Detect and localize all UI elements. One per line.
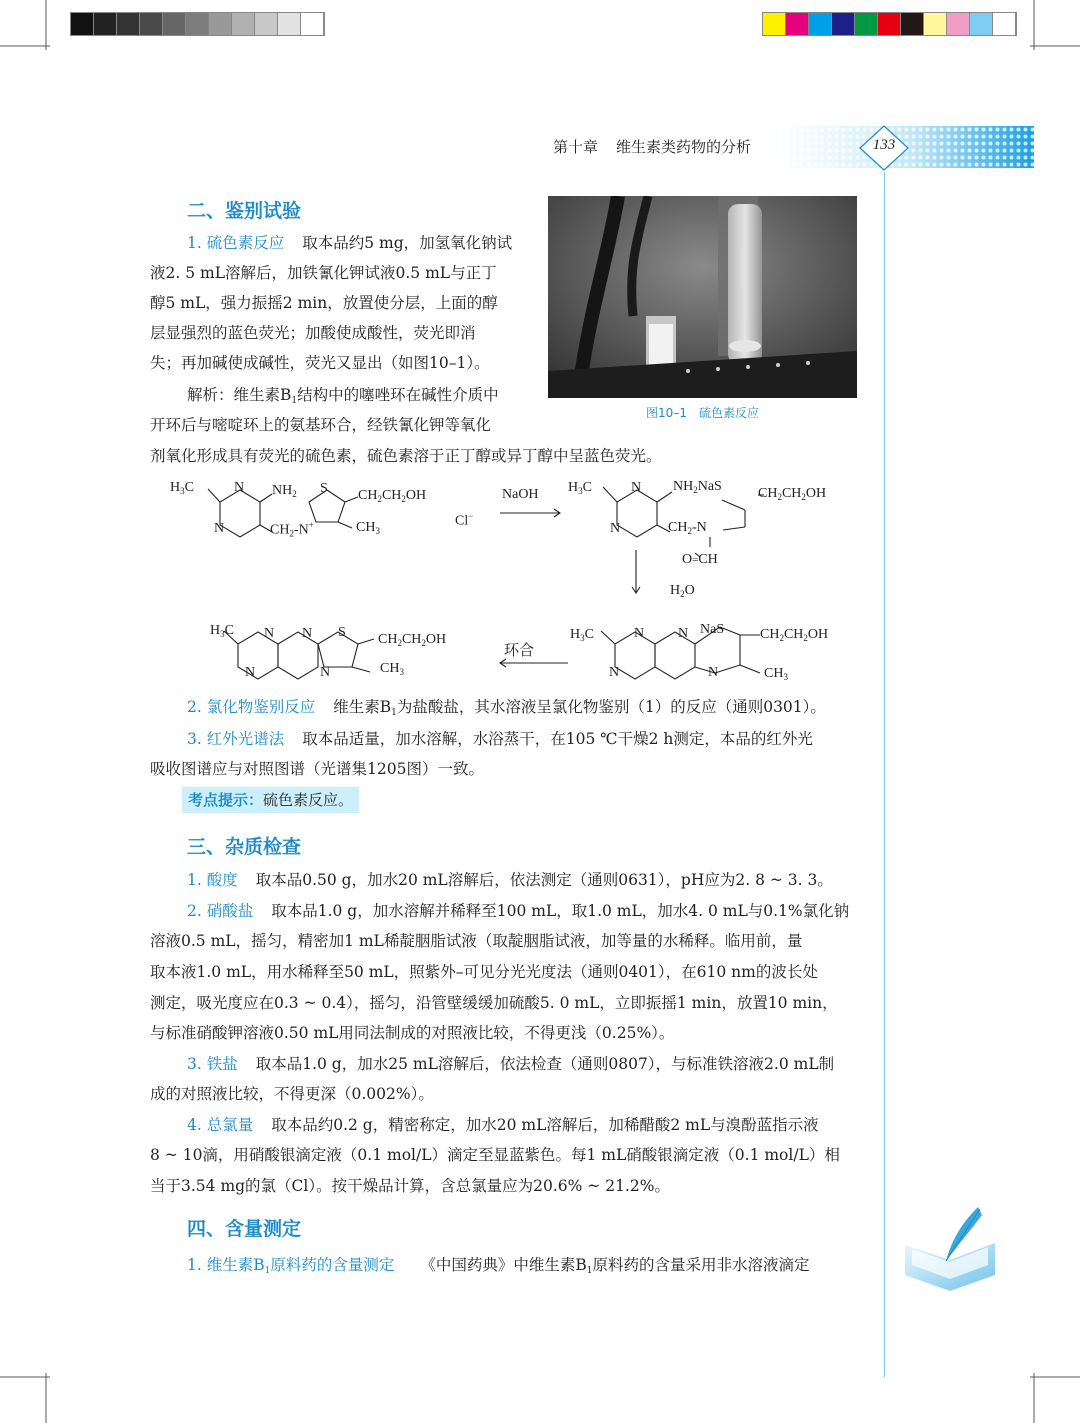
paragraph-line: 当于3.54 mg的氯（Cl）。按干燥品计算，含总氯量应为20.6% ~ 21.2%。 — [150, 1177, 670, 1195]
gray-swatch — [94, 13, 117, 35]
gray-swatch — [71, 13, 94, 35]
paragraph-line: 2. 氯化物鉴别反应 维生素$B_1$为盐酸盐，其水溶液呈氯化物鉴别（1）的反应（通则0301）。 — [187, 698, 826, 718]
margin-rule — [884, 172, 885, 1377]
color-swatch — [855, 13, 878, 35]
side-chain-label: $CH_2CH_2OH$ — [358, 488, 427, 504]
paragraph-line: 醇5 mL，强力振摇2 min，放置使分层，上面的醇 — [150, 294, 498, 312]
tip-text: 硫色素反应。 — [263, 791, 354, 809]
item-label: 1. 酸度 — [187, 871, 238, 889]
atom-label: N — [609, 665, 620, 680]
paragraph-line: 1. 酸度 取本品0.50 g，加水20 mL溶解后，依法测定（通则0631），pH应为2. 8 ~ 3. 3。 — [187, 871, 833, 889]
formyl-label: O=CH — [682, 552, 718, 567]
color-swatch — [786, 13, 809, 35]
paragraph-line: 成的对照液比较，不得更深（0.002%）。 — [150, 1085, 434, 1103]
side-chain-label: $CH_2CH_2OH$ — [378, 632, 447, 648]
item-label: 2. 氯化物鉴别反应 — [187, 698, 316, 716]
side-chain-label: $CH_2CH_2OH$ — [760, 627, 829, 643]
color-swatch — [878, 13, 901, 35]
item-label: 2. 硝酸盐 — [187, 902, 254, 920]
paragraph-line: 层显强烈的蓝色荧光；加酸使成酸性，荧光即消 — [150, 324, 476, 342]
methylene-label: $CH_2-N$ — [668, 520, 707, 536]
atom-label: N — [634, 626, 645, 641]
color-swatch — [924, 13, 947, 35]
reagent-water: $H_2O$ — [670, 583, 695, 599]
scheme-bonds — [160, 475, 880, 695]
key-point-tip — [182, 787, 359, 813]
paragraph-line: 8 ~ 10滴，用硝酸银滴定液（0.1 mol/L）滴定至显蓝紫色。每1 mL硝酸银滴定液（0.1 mol/L）相 — [150, 1146, 840, 1164]
atom-label: S — [338, 625, 346, 640]
paragraph-line: 2. 硝酸盐 取本品1.0 g，加水溶解并稀释至100 mL，取1.0 mL，加水4. 0 mL与0.1%氯化钠 — [187, 902, 850, 920]
item-label: 3. 铁盐 — [187, 1055, 238, 1073]
atom-label: NaS — [700, 622, 725, 637]
methyl-label: $H_3C$ — [568, 480, 592, 496]
gray-swatch — [186, 13, 209, 35]
grayscale-calibration-bar — [70, 12, 325, 36]
analysis-line: 剂氧化形成具有荧光的硫色素，硫色素溶于正丁醇或异丁醇中呈蓝色荧光。 — [150, 447, 662, 465]
color-swatch — [763, 13, 786, 35]
gray-swatch — [163, 13, 186, 35]
paragraph-line: 取本液1.0 mL，用水稀释至50 mL，照紫外–可见分光光度法（通则0401），在610 nm的波长处 — [150, 963, 818, 981]
cyclization-label: 环合 — [504, 641, 535, 659]
analysis-line: 解析：维生素$B_1$结构中的噻唑环在碱性介质中 — [187, 386, 499, 406]
item-label: 1. 维生素$B_1$原料药的含量测定 — [187, 1256, 395, 1276]
atom-label: N — [631, 480, 642, 495]
paragraph-line: 测定，吸光度应在0.3 ~ 0.4），摇匀，沿管壁缓缓加硫酸5. 0 mL，立即振摇1 min，放置10 min， — [150, 994, 838, 1012]
paragraph-line: 液2. 5 mL溶解后，加铁氰化钾试液0.5 mL与正丁 — [150, 264, 497, 282]
atom-label: N — [264, 626, 275, 641]
page-number: 133 — [872, 137, 896, 153]
color-swatch — [993, 13, 1016, 35]
methyl-label: $H_3C$ — [570, 627, 594, 643]
section-heading-identification: 二、鉴别试验 — [187, 200, 302, 222]
gray-swatch — [301, 13, 324, 35]
color-swatch — [832, 13, 855, 35]
analysis-line: 开环后与嘧啶环上的氨基环合，经铁氰化钾等氧化 — [150, 416, 492, 434]
section-heading-assay: 四、含量测定 — [187, 1218, 302, 1240]
paragraph-line: 1. 硫色素反应 取本品约5 mg，加氢氧化钠试 — [187, 234, 513, 252]
reagent-naoh: NaOH — [502, 487, 539, 502]
paragraph-line: 与标准硝酸钾溶液0.50 mL用同法制成的对照液比较，不得更浅（0.25%）。 — [150, 1024, 675, 1042]
item-label: 4. 总氯量 — [187, 1116, 254, 1134]
color-swatch — [809, 13, 832, 35]
methyl-label: $CH_3$ — [356, 520, 380, 536]
thiochrome-photo — [548, 196, 857, 398]
gray-swatch — [140, 13, 163, 35]
figure-caption: 图10–1 硫色素反应 — [646, 406, 759, 420]
paragraph-line: 1. 维生素$B_1$原料药的含量测定 《中国药典》中维生素$B_1$原料药的含量采用非水溶液滴定 — [187, 1256, 810, 1276]
color-swatch — [970, 13, 993, 35]
gray-swatch — [117, 13, 140, 35]
methyl-label: $CH_3$ — [380, 661, 404, 677]
color-swatch — [901, 13, 924, 35]
chloride-label: Cl− — [455, 511, 474, 529]
paragraph-line: 3. 铁盐 取本品1.0 g，加水25 mL溶解后，依法检查（通则0807），与标准铁溶液2.0 mL制 — [187, 1055, 835, 1073]
atom-label: N — [320, 665, 331, 680]
chapter-title: 维生素类药物的分析 — [616, 138, 752, 156]
color-swatch — [947, 13, 970, 35]
running-header — [553, 136, 751, 157]
item-label: 1. 硫色素反应 — [187, 234, 285, 252]
item-label: 3. 红外光谱法 — [187, 730, 285, 748]
amine-label: $NH_2$ — [272, 483, 297, 499]
paragraph-line: 失；再加碱使成碱性，荧光又显出（如图10–1）。 — [150, 354, 490, 372]
book-quill-icon — [900, 1205, 1000, 1295]
atom-label: N — [245, 665, 256, 680]
chapter-number: 第十章 — [553, 138, 599, 156]
atom-label: N — [214, 521, 225, 536]
gray-swatch — [232, 13, 255, 35]
amine-label: $NH_2NaS$ — [673, 479, 722, 495]
gray-swatch — [209, 13, 232, 35]
gray-swatch — [255, 13, 278, 35]
gray-swatch — [278, 13, 301, 35]
methylene-label: $CH_2-N^+$ — [270, 520, 314, 539]
reaction-scheme — [160, 475, 880, 695]
methyl-label: $H_3C$ — [210, 623, 234, 639]
side-chain-label: $CH_2CH_2OH$ — [758, 486, 827, 502]
atom-label: S — [320, 481, 328, 496]
methyl-label: $H_3C$ — [170, 480, 194, 496]
atom-label: N — [234, 480, 245, 495]
tip-label: 考点提示： — [188, 791, 264, 809]
paragraph-line: 溶液0.5 mL，摇匀，精密加1 mL稀靛胭脂试液（取靛胭脂试液，加等量的水稀释。临用前，量 — [150, 932, 803, 950]
atom-label: N — [610, 521, 621, 536]
section-heading-impurity: 三、杂质检查 — [187, 836, 302, 858]
paragraph-line: 吸收图谱应与对照图谱（光谱集1205图）一致。 — [150, 760, 484, 778]
atom-label: N — [708, 665, 719, 680]
atom-label: N — [678, 626, 689, 641]
paragraph-line: 3. 红外光谱法 取本品适量，加水溶解，水浴蒸干，在105 ℃干燥2 h测定，本品的红外光 — [187, 730, 813, 748]
color-calibration-bar — [762, 12, 1017, 36]
paragraph-line: 4. 总氯量 取本品约0.2 g，精密称定，加水20 mL溶解后，加稀醋酸2 mL与溴酚蓝指示液 — [187, 1116, 819, 1134]
methyl-label: $CH_3$ — [764, 666, 788, 682]
atom-label: N — [302, 626, 313, 641]
